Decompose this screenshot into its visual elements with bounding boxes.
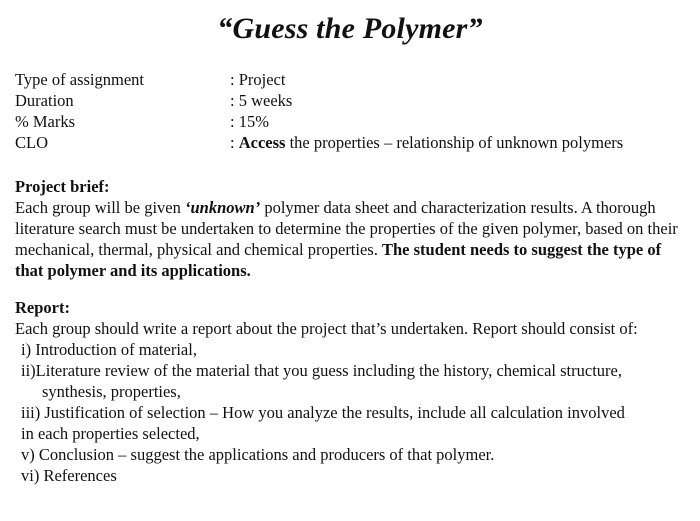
list-item-line: synthesis, properties,: [42, 382, 181, 401]
detail-key: CLO: [15, 133, 48, 152]
detail-key: % Marks: [15, 112, 76, 131]
list-item-line: iii) Justification of selection – How you analyze the results, include all calculation involved: [21, 403, 625, 422]
detail-value: [230, 132, 623, 153]
list-item: [15, 360, 690, 402]
report-section: [15, 297, 690, 486]
detail-value: : Project: [230, 70, 286, 89]
list-item-line: in each properties selected,: [21, 424, 200, 443]
detail-key: Type of assignment: [15, 70, 144, 89]
detail-row-clo: [15, 132, 623, 153]
detail-value: : 15%: [230, 112, 269, 131]
clo-rest: the properties – relationship of unknown polymers: [285, 133, 624, 152]
assignment-details: [15, 69, 623, 153]
project-brief-heading: Project brief:: [15, 177, 110, 196]
report-items-list: [15, 339, 690, 486]
detail-value: : 5 weeks: [230, 91, 293, 110]
detail-row-marks: [15, 111, 623, 132]
list-item: i) Introduction of material,: [21, 340, 197, 359]
project-brief-paragraph: [15, 197, 690, 281]
list-item: vi) References: [21, 466, 117, 485]
brief-text-1: Each group will be given: [15, 198, 185, 217]
report-intro: Each group should write a report about the project that’s undertaken. Report should consist of:: [15, 319, 638, 338]
detail-key: Duration: [15, 91, 74, 110]
list-item-line: ii)Literature review of the material that you guess including the history, chemical structure,: [21, 361, 622, 380]
brief-text-2: polymer data sheet and characterization results. A thorough literature search must be undertaken to determine the properties of the given polymer, based on their mechanical, thermal, physical and chemical properties.: [15, 198, 678, 259]
clo-prefix: :: [230, 133, 239, 152]
brief-unknown-emphasis: ‘unknown’: [185, 198, 261, 217]
detail-row-type: [15, 69, 623, 90]
detail-row-duration: [15, 90, 623, 111]
document-title: “Guess the Polymer”: [217, 12, 483, 45]
list-item: v) Conclusion – suggest the applications and producers of that polymer.: [21, 445, 495, 464]
brief-bold-sentence: The student needs to suggest the type of that polymer and its applications.: [15, 240, 662, 280]
clo-bold-word: Access: [238, 133, 286, 152]
list-item: [15, 402, 690, 444]
project-brief-section: [15, 176, 690, 281]
report-heading: Report:: [15, 298, 70, 317]
